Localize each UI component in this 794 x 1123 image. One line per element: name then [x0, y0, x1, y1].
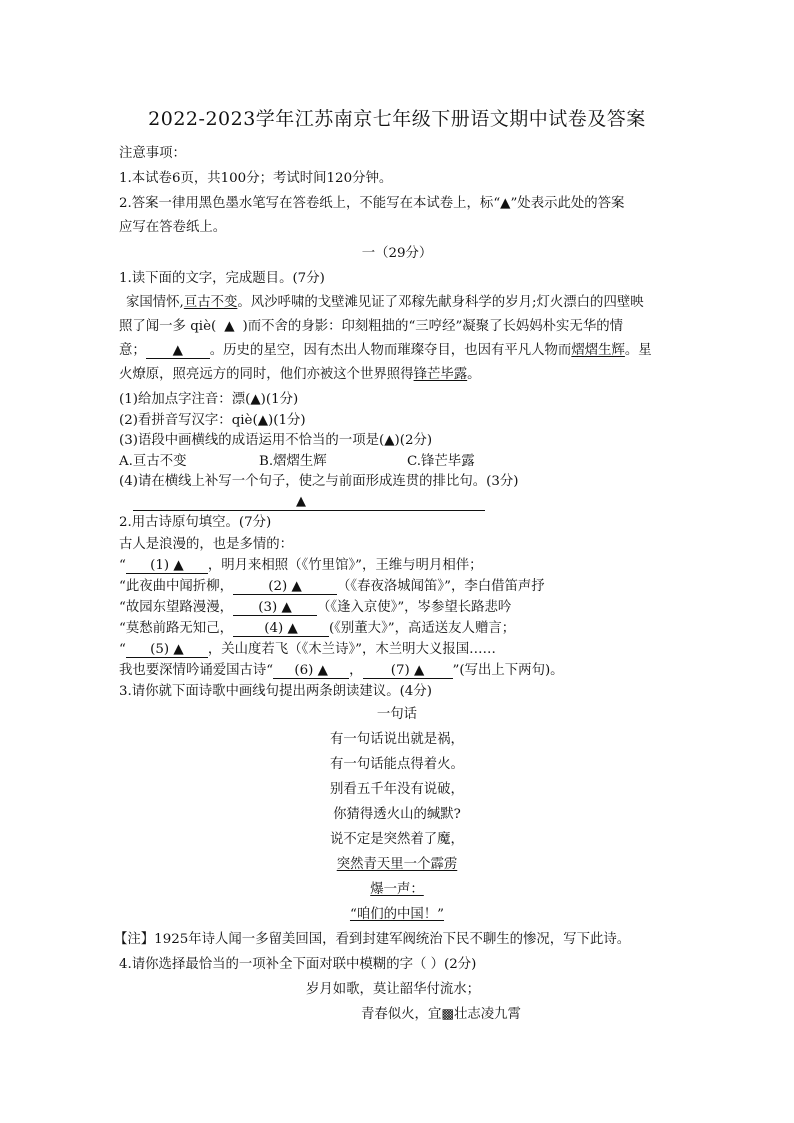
- section-heading: 一（29分）: [361, 246, 433, 261]
- couplet-line-1: 岁月如歌，莫让韶华付流水；: [306, 982, 481, 997]
- poem-verse-7-underlined: 爆一声：: [370, 882, 424, 897]
- q2-prompt: 2.用古诗原句填空。(7分): [119, 515, 272, 530]
- poem-verse-6-underlined: 突然青天里一个霹雳: [336, 857, 458, 872]
- fill-blank-1: (1) ▲: [126, 558, 208, 574]
- fill-blank-4: (4) ▲: [233, 621, 329, 637]
- q2-line-3: “故园东望路漫漫， (3) ▲ （《逢入京使》”，岑参望长路悲吟: [119, 600, 512, 615]
- q3-prompt: 3.请你就下面诗歌中画线句提出两条朗读建议。(4分): [119, 684, 432, 699]
- fill-blank-2: (2) ▲: [233, 579, 337, 595]
- q1-sub-3: (3)语段中画横线的成语运用不恰当的一项是(▲)(2分): [119, 433, 433, 448]
- q1-passage-line-3: 意； ▲ 。历史的星空，因有杰出人物而璀璨夺目，也因有平凡人物而熠熠生辉。星: [119, 343, 652, 358]
- q4-prompt: 4.请你选择最恰当的一项补全下面对联中模糊的字（ ）(2分): [119, 957, 477, 972]
- answer-line: [133, 510, 485, 511]
- couplet-line-2: 青春似火，宜▩壮志凌九霄: [361, 1007, 521, 1022]
- q1-options: [119, 453, 475, 471]
- q1-passage-line-1: 家国情怀,亘古不变。风沙呼啸的戈壁滩见证了邓稼先献身科学的岁月;灯火漂白的四壁映: [126, 295, 644, 310]
- answer-blank: ▲: [146, 343, 210, 359]
- q2-line-1: “ (1) ▲ ，明月来相照（《竹里馆》”，王维与明月相伴；: [119, 558, 483, 573]
- q1-passage-line-2: 照了闻一多 qiè( ▲ )而不舍的身影：印刻粗拙的“三哼经”凝聚了长妈妈朴实无华的情: [119, 319, 623, 334]
- q1-prompt: 1.读下面的文字，完成题目。(7分): [119, 271, 325, 286]
- underlined-idiom-3: 锋芒毕露: [413, 367, 468, 382]
- q1-sub-2: (2)看拼音写汉字：qiè(▲)(1分): [119, 413, 306, 428]
- q2-line-5: “ (5) ▲ ，关山度若飞（《木兰诗》”，木兰明大义报国……: [119, 642, 496, 657]
- poem-verse-3: 别看五千年没有说破，: [330, 782, 464, 797]
- option-a: A.亘古不变: [119, 454, 187, 469]
- poem-verse-1: 有一句话说出就是祸，: [330, 732, 464, 747]
- underlined-idiom-2: 熠熠生辉: [571, 343, 625, 358]
- notice-item-1: 1.本试卷6页，共100分；考试时间120分钟。: [119, 171, 393, 186]
- underlined-idiom-1: 亘古不变: [183, 295, 238, 310]
- option-c: C.锋芒毕露: [407, 454, 475, 469]
- q2-line-2: “此夜曲中闻折柳， (2) ▲ （《春夜洛城闻笛》”，李白借笛声抒: [119, 579, 545, 594]
- q2-intro: 古人是浪漫的，也是多情的：: [119, 537, 294, 552]
- fill-blank-6: (6) ▲: [273, 663, 349, 679]
- q1-passage-line-4: 火燎原，照亮远方的同时，他们亦被这个世界照得锋芒毕露。: [119, 367, 481, 382]
- fill-blank-7: (7) ▲: [363, 663, 453, 679]
- poem-title: 一句话: [376, 707, 418, 722]
- q2-line-4: “莫愁前路无知己， (4) ▲ (《别董大》”，高适送友人赠言；: [119, 621, 516, 636]
- answer-triangle: ▲: [296, 494, 306, 509]
- answer-triangle: ▲: [224, 319, 235, 334]
- q2-line-6: 我也要深情吟诵爱国古诗“ (6) ▲ ， (7) ▲ ”(写出上下两句)。: [119, 663, 564, 678]
- notice-item-2a: 2.答案一律用黑色墨水笔写在答卷纸上，不能写在本试卷上，标“▲”处表示此处的答案: [119, 196, 625, 211]
- page-title: 2022-2023学年江苏南京七年级下册语文期中试卷及答案: [148, 108, 646, 130]
- notice-item-2b: 应写在答卷纸上。: [119, 220, 227, 235]
- fill-blank-3: (3) ▲: [233, 600, 317, 616]
- poem-verse-2: 有一句话能点得着火。: [330, 757, 464, 772]
- q1-sub-4: (4)请在横线上补写一个句子，使之与前面形成连贯的排比句。(3分): [119, 474, 519, 489]
- notice-heading: 注意事项：: [119, 146, 186, 161]
- poem-verse-8-underlined: “咱们的中国！”: [349, 907, 445, 922]
- poem-note: 【注】1925年诗人闻一多留美回国，看到封建军阀统治下民不聊生的惨况，写下此诗。: [114, 932, 631, 947]
- q1-sub-1: (1)给加点字注音：漂(▲)(1分): [119, 392, 299, 407]
- option-b: B.熠熠生辉: [259, 454, 327, 469]
- poem-verse-5: 说不定是突然着了魔，: [330, 832, 464, 847]
- fill-blank-5: (5) ▲: [126, 642, 208, 658]
- poem-verse-4: 你猜得透火山的缄默?: [333, 807, 461, 822]
